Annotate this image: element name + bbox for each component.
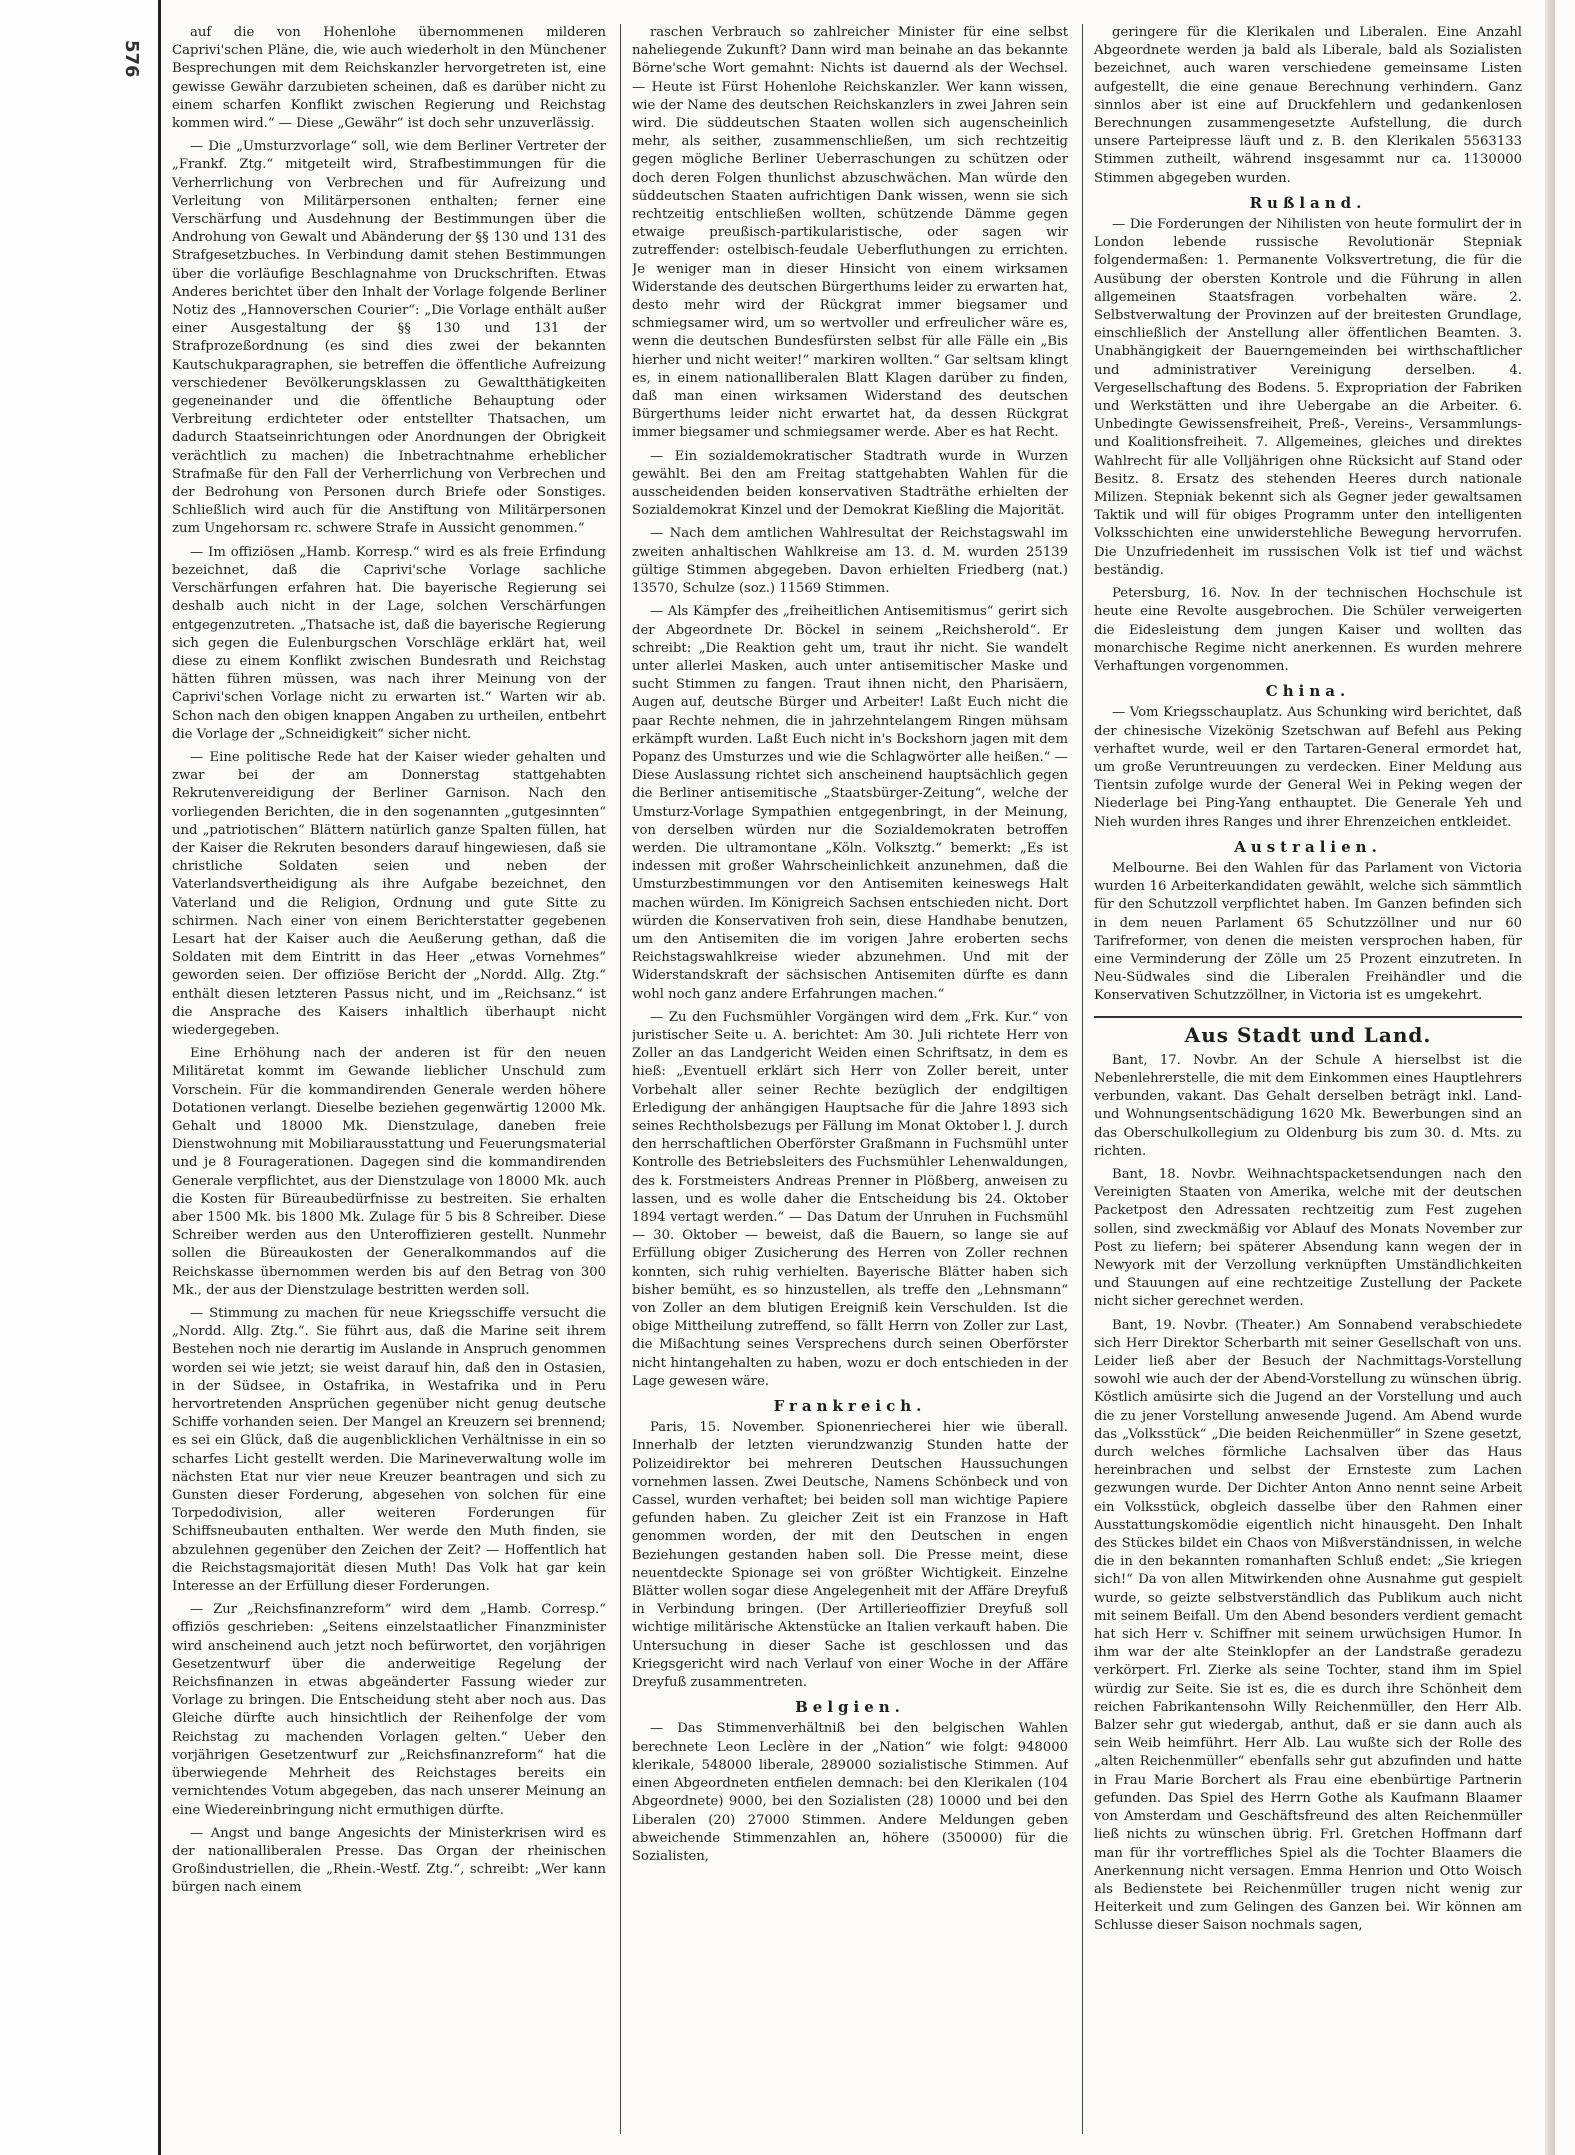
article-paragraph: — Nach dem amtlichen Wahlresultat der Reichstagswahl im zweiten anhaltischen Wahlkreise am 13. d. M. wurden 25139 gültige Stimmen abgegeben. Davon erhielten Friedberg (nat.) 13570, Schulze (soz.) 11569 Stimmen.	[632, 526, 1068, 597]
article-paragraph: — Eine politische Rede hat der Kaiser wieder gehalten und zwar bei der am Donnerstag stattgehabten Rekrutenvereidigung der Berliner Garnison. Nach den vorliegenden Berichten, die in den sogenannten „gutgesinnten“ und „patriotischen“ Blättern natürlich ganze Spalten füllen, hat der Kaiser die Rekruten besonders darauf hingewiesen, daß sie christliche Soldaten seien und neben der Vaterlandsvertheidigung als ihre Aufgabe bezeichnet, den Vaterland und die Religion, Ordnung und gute Sitte zu schirmen. Nach einer von einem Berichterstatter gegebenen Lesart hat der Kaiser auch die Aeußerung gethan, daß die Soldaten mit dem Eintritt in das Heer „etwas Vornehmes“ geworden seien. Der offiziöse Bericht der „Nordd. Allg. Ztg.“ enthält diesen letzteren Passus nicht, und im „Reichsanz.“ ist die Ansprache des Kaisers inhaltlich überhaupt nicht wiedergegeben.	[172, 749, 606, 1038]
article-paragraph: — Ein sozialdemokratischer Stadtrath wurde in Wurzen gewählt. Bei den am Freitag stattgehabten Wahlen für die ausscheidenden beiden konservativen Stadträthe erhielten der Sozialdemokrat Kinzel und der Demokrat Kießling die Majorität.	[632, 448, 1068, 519]
local-news-heading: Aus Stadt und Land.	[1094, 1016, 1522, 1044]
column-2	[632, 24, 1068, 2134]
article-paragraph: — Die Forderungen der Nihilisten von heute formulirt der in London lebende russische Revolutionär Stepniak folgendermaßen: 1. Permanente Volksvertretung, die für die Ausübung der obersten Kontrole und die Führung in allen allgemeinen Staatsfragen vorbehalten wäre. 2. Selbstverwaltung der Provinzen auf der breitesten Grundlage, einschließlich der Anstellung aller öffentlichen Beamten. 3. Unabhängigkeit der Bauerngemeinden bei wirthschaftlicher und administrativer Vereinigung derselben. 4. Vergesellschaftung des Bodens. 5. Expropriation der Fabriken und Werkstätten und ihre Uebergabe an die Arbeiter. 6. Unbedingte Gewissensfreiheit, Preß-, Vereins-, Versammlungs- und Koalitionsfreiheit. 7. Allgemeines, gleiches und direktes Wahlrecht für alle Volljährigen ohne Rücksicht auf Stand oder Besitz. 8. Ersatz des stehenden Heeres durch nationale Milizen. Stepniak bekennt sich als Gegner jeder gewaltsamen Taktik und will für obiges Programm unter den intelligenten Volksschichten eine unwiderstehliche Bewegung hervorrufen. Die Unzufriedenheit im russischen Volk ist tief und wächst beständig.	[1094, 217, 1522, 578]
column-3	[1094, 24, 1522, 2134]
article-paragraph: auf die von Hohenlohe übernommenen milderen Caprivi'schen Pläne, die, wie auch wiederholt in den Münchener Besprechungen mit dem Reichskanzler hervorgetreten ist, eine gewisse Gewähr darzubieten scheinen, daß es darüber nicht zu einem scharfen Konflikt zwischen Regierung und Reichstag kommen wird.“ — Diese „Gewähr“ ist doch sehr unzuverlässig.	[172, 25, 606, 132]
column-rule	[620, 24, 621, 2134]
section-heading-frankreich: Frankreich.	[773, 1397, 927, 1416]
article-paragraph: — Die „Umsturzvorlage“ soll, wie dem Berliner Vertreter der „Frankf. Ztg.“ mitgeteilt wird, Strafbestimmungen für die Verherrlichung von Verbrechen und für Aufreizung und Verleitung von Militärpersonen enthalten; ferner eine Verschärfung und Ausdehnung der Bestimmungen über die Androhung von Gewalt und Abänderung der §§ 130 und 131 des Strafgesetzbuches. In Verbindung damit stehen Bestimmungen über die vorläufige Beschlagnahme von Druckschriften. Etwas Anderes berichtet über den Inhalt der Vorlage folgende Berliner Notiz des „Hannoverschen Courier“: „Die Vorlage enthält außer einer Ausgestaltung der §§ 130 und 131 der Strafprozeßordnung (es sind dies zwei der bekannten Kautschukparagraphen, sie betreffen die öffentliche Aufreizung verschiedener Bevölkerungsklassen zu Gewaltthätigkeiten gegeneinander und die öffentliche Behauptung oder Verbreitung erdichteter oder entstellter Thatsachen, um dadurch Staatseinrichtungen oder Anordnungen der Obrigkeit verächtlich zu machen) die Inbetrachtnahme erheblicher Strafmaße für den Fall der Verherrlichung von Verbrechen und der Bedrohung von Personen durch Briefe oder Sonstiges. Schließlich wird auch für die Anstiftung von Militärpersonen zum Ungehorsam rc. schwere Strafe in Aussicht genommen.“	[172, 139, 606, 537]
article-paragraph: — Im offiziösen „Hamb. Korresp.“ wird es als freie Erfindung bezeichnet, daß die Caprivi'sche Vorlage sachliche Verschärfungen erfahren hat. Die bayerische Regierung sei deshalb auch nicht in der Lage, solchen Verschärfungen entgegenzutreten. „Thatsache ist, daß die bayerische Regierung sich gegen die Eulenburgschen Vorschläge erklärt hat, weil diese zu einem Konflikt zwischen Bundesrath und Reichstag hätten führen müssen, was nach ihrer Meinung von der Caprivi'schen Vorlage nicht zu erwarten ist.“ Warten wir ab. Schon nach den obigen knappen Angaben zu urtheilen, entbehrt die Vorlage der „Schneidigkeit“ sicher nicht.	[172, 544, 606, 742]
article-paragraph: Bant, 19. Novbr. (Theater.) Am Sonnabend verabschiedete sich Herr Direktor Scherbarth mit seiner Gesellschaft von uns. Leider ließ aber der Besuch der Nachmittags-Vorstellung sowohl wie auch der der Abend-Vorstellung zu wünschen übrig. Köstlich amüsirte sich die Jugend an der Vorstellung und auch die zu jener Vorstellung anwesende Jugend. Am Abend wurde das „Volksstück“ „Die beiden Reichenmüller“ in Szene gesetzt, durch welches förmliche Lachsalven über das Haus hereinbrachen und selbst der Ernsteste zum Lachen gezwungen wurde. Der Dichter Anton Anno nennt seine Arbeit ein Volksstück, obgleich dasselbe über den Rahmen einer Ausstattungskomödie eigentlich nicht hinausgeht. Den Inhalt des Stückes bildet ein Chaos von Mißverständnissen, in welche die in den bekannten romanhaften Schluß endet: „Sie kriegen sich!“ Da von allen Mitwirkenden ohne Ausnahme gut gespielt wurde, so geizte selbstverständlich das Publikum auch nicht mit seinem Beifall. Um den Abend besonders verdient gemacht hat sich Herr v. Schiffner mit seinem urwüchsigen Humor. In ihm war der alte Steinklopfer an der Landstraße geradezu verkörpert. Frl. Zierke als seine Tochter, stand ihm im Spiel würdig zur Seite. Sie ist es, die es durch ihre Schönheit dem reichen Fabrikantensohn Willy Reichenmüller, den Herr Alb. Balzer sehr gut wiedergab, anthut, daß er sie dann auch als sein Weib heimführt. Herr Alb. Lau wußte sich der Rolle des „alten Reichenmüller“ ebenfalls sehr gut abzufinden und hatte in Frau Marie Borchert als Frau eine ebenbürtige Partnerin gefunden. Das Spiel des Herrn Gothe als Kaufmann Blaamer von Amsterdam und Geschäftsfreund des alten Reichenmüller ließ nichts zu wünschen übrig. Frl. Gretchen Hoffmann darf man für ihr vortreffliches Spiel als die Tochter Blaamers die Anerkennung nicht versagen. Emma Henrion und Otto Woisch als Bedienstete bei Reichenmüller trugen nicht wenig zur Heiterkeit und zum Gelingen des Ganzen bei. Wir können am Schlusse dieser Saison nochmals sagen,	[1094, 1317, 1522, 1934]
article-paragraph: Petersburg, 16. Nov. In der technischen Hochschule ist heute eine Revolte ausgebrochen. Die Schüler verweigerten die Eidesleistung dem jungen Kaiser und wollten das monarchische Regime nicht anerkennen. Es wurden mehrere Verhaftungen vorgenommen.	[1094, 586, 1522, 674]
page-number: 576	[121, 40, 142, 78]
section-heading-australien: Australien.	[1234, 837, 1382, 856]
article-paragraph: Bant, 17. Novbr. An der Schule A hierselbst ist die Nebenlehrerstelle, die mit dem Einkommen eines Hauptlehrers verbunden, vakant. Das Gehalt derselben beträgt inkl. Land- und Wohnungsentschädigung 1620 Mk. Bewerbungen sind an das Oberschulkollegium zu Oldenburg bis zum 30. d. Mts. zu richten.	[1094, 1052, 1522, 1159]
column-1	[172, 24, 606, 2134]
page-edge-shadow	[1545, 0, 1555, 2155]
page-margin	[0, 0, 160, 2155]
section-heading-belgien: Belgien.	[795, 1698, 905, 1717]
article-paragraph: — Zur „Reichsfinanzreform“ wird dem „Hamb. Corresp.“ offiziös geschrieben: „Seitens einzelstaatlicher Finanzminister wird anscheinend auch jetzt noch befürwortet, den vorjährigen Gesetzentwurf über die anderweitige Regelung der Reichsfinanzen in etwas abgeänderter Fassung wieder zur Vorlage zu bringen. Die Entscheidung steht aber noch aus. Das Gleiche dürfte auch hinsichtlich der Reihenfolge der vom Reichstag zu machenden Vorlagen gelten.“ Ueber den vorjährigen Gesetzentwurf zur „Reichsfinanzreform“ hat die überwiegende Mehrheit des Reichstages bereits ein vernichtendes Votum abgegeben, das nach unserer Meinung an eine Wiedereinbringung nicht ermuthigen dürfte.	[172, 1602, 606, 1818]
article-paragraph: — Das Stimmenverhältniß bei den belgischen Wahlen berechnete Leon Leclère in der „Nation“ wie folgt: 948000 klerikale, 548000 liberale, 289000 sozialistische Stimmen. Auf einen Abgeordneten entfielen demnach: bei den Klerikalen (104 Abgeordnete) 9000, bei den Sozialisten (28) 10000 und bei den Liberalen (20) 27000 Stimmen. Andere Meldungen geben abweichende Stimmenzahlen an, höhere (350000) für die Sozialisten,	[632, 1721, 1068, 1864]
article-paragraph: raschen Verbrauch so zahlreicher Minister für eine selbst naheliegende Zukunft? Dann wird man beinahe an das bekannte Börne'sche Wort gemahnt: Nichts ist dauernd als der Wechsel. — Heute ist Fürst Hohenlohe Reichskanzler. Wer kann wissen, wie der Name des deutschen Reichskanzlers in zwei Jahren sein wird. Die süddeutschen Staaten wollen sich augenscheinlich mehr, als seither, zusammenschließen, um sich rechtzeitig gegen mögliche Berliner Ueberraschungen zu schützen oder doch deren Folgen thunlichst abzuschwächen. Man würde den süddeutschen Staaten aufrichtigen Dank wissen, wenn sie sich rechtzeitig entschließen wollten, schützende Dämme gegen etwaige preußisch-partikularistische, oder sagen wir zutreffender: ostelbisch-feudale Ueberfluthungen zu errichten. Je weniger man in dieser Hinsicht von einem wirksamen Widerstande des deutschen Bürgerthums leider zu erwarten hat, desto mehr wird der Rückgrat immer biegsamer und schmiegsamer wird, um so wertvoller und erfreulicher wäre es, wenn die deutschen Bundesfürsten selbst für alle Fälle ein „Bis hierher und nicht weiter!“ markiren wollten.“ Gar seltsam klingt es, in einem nationalliberalen Blatt Klagen darüber zu finden, daß man einen wirksamen Widerstand des deutschen Bürgerthums leider nicht erwartet hat, da dessen Rückgrat immer biegsamer und schmiegsamer werde. Aber es hat Recht.	[632, 25, 1068, 441]
article-paragraph: — Vom Kriegsschauplatz. Aus Schunking wird berichtet, daß der chinesische Vizekönig Szetschwan auf Befehl aus Peking verhaftet wurde, weil er den Tartaren-General ermordet hat, um große Veruntreuungen zu verdecken. Einer Meldung aus Tientsin zufolge wurde der General Wei in Peking wegen der Niederlage bei Ping-Yang enthauptet. Die Generale Yeh und Nieh wurden ihres Ranges und ihrer Ehrenzeichen entkleidet.	[1094, 705, 1522, 830]
article-paragraph: geringere für die Klerikalen und Liberalen. Eine Anzahl Abgeordnete werden ja bald als Liberale, bald als Sozialisten bezeichnet, auch waren verschiedene gemeinsame Listen aufgestellt, die eine genaue Berechnung verhindern. Ganz sinnlos aber ist eine auf Druckfehlern und gedankenlosen Berechnungen zusammengesetzte Aufstellung, die durch unsere Parteipresse läuft und z. B. den Klerikalen 5563133 Stimmen zutheilt, während insgesammt nur ca. 1130000 Stimmen abgegeben wurden.	[1094, 25, 1522, 186]
article-paragraph: Bant, 18. Novbr. Weihnachtspacketsendungen nach den Vereinigten Staaten von Amerika, welche mit der deutschen Packetpost den Adressaten rechtzeitig zum Fest zugehen sollen, sind zweckmäßig vor Ablauf des Monats November zur Post zu liefern; bei späterer Absendung kann wegen der in Newyork mit der Verzollung verknüpften Umständlichkeiten und Stauungen auf eine rechtzeitige Zustellung der Packete nicht sicher gerechnet werden.	[1094, 1166, 1522, 1310]
article-paragraph: — Stimmung zu machen für neue Kriegsschiffe versucht die „Nordd. Allg. Ztg.“. Sie führt aus, daß die Marine seit ihrem Bestehen noch nie derartig im Auslande in Anspruch genommen worden sei wie jetzt; sie weist darauf hin, daß den in Ostasien, in der Südsee, in Ostafrika, in Westafrika und in Peru hervortretenden Ansprüchen gegenüber nicht genug deutsche Schiffe vorhanden seien. Der Mangel an Kreuzern sei brennend; es sei ein Glück, daß die augenblicklichen Verhältnisse in ein so scharfes Licht gestellt werden. Die Marineverwaltung wolle im nächsten Etat nur vier neue Kreuzer beantragen und sich zu Gunsten dieser Forderung, abgesehen von solchen für eine Torpedodivision, aller weiteren Forderungen für Schiffsneubauten enthalten. Wer werde den Muth finden, sie abzulehnen gegenüber den Zeichen der Zeit? — Hoffentlich hat die Reichstagsmajorität diesen Muth! Das Volk hat gar kein Interesse an der Erfüllung dieser Forderungen.	[172, 1306, 606, 1595]
column-rule	[1082, 24, 1083, 2134]
text-columns	[172, 24, 1522, 2134]
article-paragraph: Melbourne. Bei den Wahlen für das Parlament von Victoria wurden 16 Arbeiterkandidaten gewählt, welche sich sämmtlich für den Schutzzoll verpflichtet haben. Im Ganzen befinden sich in dem neuen Parlament 65 Schutzzöllner und nur 60 Tarifreformer, von denen die meisten versprochen haben, für eine Verminderung der Zölle um 25 Prozent einzutreten. In Neu-Südwales sind die Liberalen Freihändler und die Konservativen Schutzzöllner, in Victoria ist es umgekehrt.	[1094, 860, 1522, 1004]
page-edge-line	[158, 0, 161, 2155]
article-paragraph: Eine Erhöhung nach der anderen ist für den neuen Militäretat kommt im Gewande lieblicher Unschuld zum Vorschein. Für die kommandirenden Generale werden höhere Dotationen verlangt. Dieselbe beziehen gegenwärtig 12000 Mk. Gehalt und 18000 Mk. Dienstzulage, daneben freie Dienstwohnung mit Mobiliarausstattung und Feuerungsmaterial und je 8 Fouragerationen. Dagegen sind die kommandirenden Generale verpflichtet, aus der Dienstzulage von 18000 Mk. auch die Kosten für Büreaubedürfnisse zu bestreiten. Sie erhalten aber 1500 Mk. bis 1800 Mk. Zulage für 5 bis 8 Schreiber. Diese Schreiber werden aus den Unteroffizieren gestellt. Nunmehr sollen die Büreaukosten der Generalkommandos auf die Reichskasse übernommen werden bis auf den Betrag von 300 Mk., der aus der Dienstzulage bestritten werden soll.	[172, 1046, 606, 1298]
section-heading-china: China.	[1265, 682, 1351, 701]
article-paragraph: — Als Kämpfer des „freiheitlichen Antisemitismus“ gerirt sich der Abgeordnete Dr. Böckel in seinem „Reichsherold“. Er schreibt: „Die Reaktion geht um, traut ihr nicht. Sie wandelt unter allerlei Masken, auch unter antisemitischer Maske und sucht Stimmen zu fangen. Traut ihnen nicht, den Pharisäern, Augen auf, deutsche Bürger und Arbeiter! Laßt Euch nicht die paar Rechte nehmen, die in jahrzehntelangem Ringen mühsam erkämpft wurden. Laßt Euch nicht in's Bockshorn jagen mit dem Popanz des Umsturzes und wie die Schlagwörter alle heißen.“ — Diese Auslassung richtet sich anscheinend hauptsächlich gegen die Berliner antisemitische „Staatsbürger-Zeitung“, welche der Umsturz-Vorlage Sympathien entgegenbringt, in der Meinung, von derselben würden nur die Sozialdemokraten betroffen werden. Die ultramontane „Köln. Volksztg.“ bemerkt: „Es ist indessen mit großer Wahrscheinlichkeit anzunehmen, daß die Umsturzbestimmungen vor den Antisemiten keineswegs Halt machen würden. Im Königreich Sachsen entschieden nicht. Dort würden die Konservativen froh sein, diese Handhabe benutzen, um den Antisemiten die im vorigen Jahre eroberten sechs Reichstagswahlkreise wieder abzunehmen. Und mit der Widerstandskraft der sächsischen Antisemiten dürfte es dann wohl noch ganz andere Erfahrungen machen.“	[632, 604, 1068, 1002]
section-heading-russland: Rußland.	[1249, 193, 1367, 212]
article-paragraph: — Angst und bange Angesichts der Ministerkrisen wird es der nationalliberalen Presse. Das Organ der rheinischen Großindustriellen, die „Rhein.-Westf. Ztg.“, schreibt: „Wer kann bürgen nach einem	[172, 1825, 606, 1896]
article-paragraph: Paris, 15. November. Spionenriecherei hier wie überall. Innerhalb der letzten vierundzwanzig Stunden hatte der Polizeidirektor bei mehreren Deutschen Haussuchungen vornehmen lassen. Zwei Deutsche, Namens Schönbeck und von Cassel, wurden verhaftet; bei beiden soll man wichtige Papiere gefunden haben. Zu gleicher Zeit ist ein Franzose in Haft genommen worden, der mit den Deutschen in engen Beziehungen gestanden haben soll. Die Presse meint, diese neuentdeckte Spionage sei von größter Wichtigkeit. Einzelne Blätter wollen sogar diese Angelegenheit mit der Affäre Dreyfuß in Verbindung bringen. (Der Artillerieoffizier Dreyfuß soll wichtige militärische Aktenstücke an Italien verkauft haben. Die Untersuchung in dieser Sache ist geschlossen und das Kriegsgericht wird nach Verlauf von einer Woche in der Affäre Dreyfuß zusammentreten.	[632, 1420, 1068, 1691]
article-paragraph: — Zu den Fuchsmühler Vorgängen wird dem „Frk. Kur.“ von juristischer Seite u. A. berichtet: Am 30. Juli richtete Herr von Zoller an das Landgericht Weiden einen Schriftsatz, in dem es hieß: „Eventuell erklärt sich Herr von Zoller bereit, unter Vorbehalt aller seiner Rechte bezüglich der endgiltigen Erledigung der anhängigen Hauptsache für die Jahre 1893 sich seines Rechtholsbezugs per Fällung im Monat Oktober l. J. durch den herrschaftlichen Oberförster Graßmann in Fuchsmühl unter Kontrolle des Betriebsleiters des Fuchsmühler Lehenwaldungen, des k. Forstmeisters Andreas Prenner in Plößberg, anweisen zu lassen, und es wolle daher die Entscheidung bis 24. Oktober 1894 vertagt werden.“ — Das Datum der Unruhen in Fuchsmühl — 30. Oktober — beweist, daß die Bauern, so lange sie auf Erfüllung obiger Zusicherung des Herren von Zoller rechnen konnten, sich ruhig verhielten. Bayerische Blätter haben sich bisher bemüht, es so hinzustellen, als treffe den „Lehnsmann“ von Zoller an dem blutigen Ereigniß kein Verschulden. Ist die obige Mittheilung zutreffend, so fällt Herrn von Zoller zur Last, die Mißachtung seines Versprechens durch seinen Oberförster nicht hintangehalten zu haben, wozu er doch entschieden in der Lage gewesen wäre.	[632, 1009, 1068, 1389]
